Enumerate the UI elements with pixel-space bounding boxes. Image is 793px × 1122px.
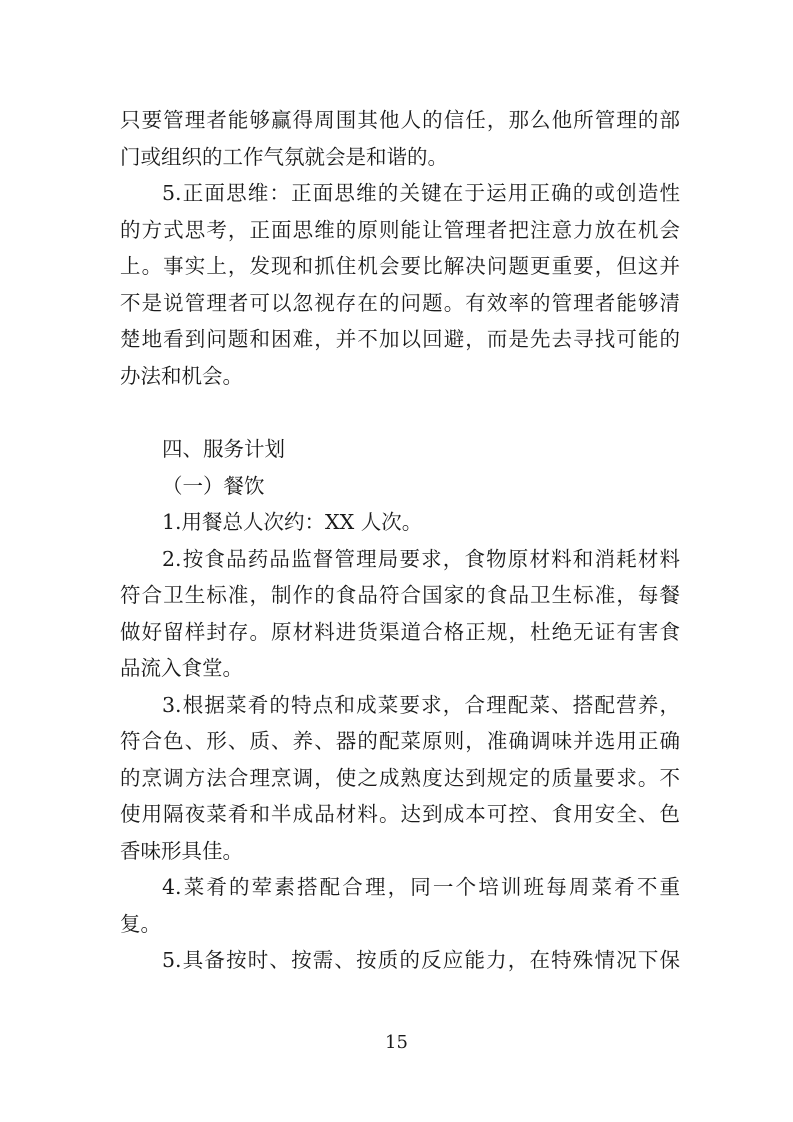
text-line: 品流入食堂。 (120, 656, 243, 680)
text-line: 香味形具佳。 (120, 839, 243, 863)
page-number: 15 (385, 1032, 408, 1053)
text-line: 不是说管理者可以忽视存在的问题。有效率的管理者能够清 (120, 291, 680, 315)
text-line: 4.菜肴的荤素搭配合理，同一个培训班每周菜肴不重 (162, 875, 680, 899)
text-line: 5.正面思维：正面思维的关键在于运用正确的或创造性 (162, 181, 680, 205)
text-line: 做好留样封存。原材料进货渠道合格正规，杜绝无证有害食 (120, 620, 680, 644)
text-line: 3.根据菜肴的特点和成菜要求，合理配菜、搭配营养， (162, 693, 680, 717)
subsection-heading: （一）餐饮 (162, 474, 265, 498)
text-line: 上。事实上，发现和抓住机会要比解决问题更重要，但这并 (120, 254, 680, 278)
text-line: 符合色、形、质、养、器的配菜原则，准确调味并选用正确 (120, 729, 680, 753)
text-line: 门或组织的工作气氛就会是和谐的。 (120, 145, 448, 169)
text-line: 办法和机会。 (120, 364, 243, 388)
text-line: 的烹调方法合理烹调，使之成熟度达到规定的质量要求。不 (120, 766, 680, 790)
text-line: 的方式思考，正面思维的原则能让管理者把注意力放在机会 (120, 218, 680, 242)
text-line: 只要管理者能够赢得周围其他人的信任，那么他所管理的部 (120, 108, 680, 132)
text-line: 复。 (120, 912, 161, 936)
text-line: 5.具备按时、按需、按质的反应能力，在特殊情况下保 (162, 948, 680, 972)
text-line: 使用隔夜菜肴和半成品材料。达到成本可控、食用安全、色 (120, 802, 680, 826)
text-line: 2.按食品药品监督管理局要求，食物原材料和消耗材料 (162, 547, 680, 571)
text-line: 1.用餐总人次约：XX 人次。 (162, 510, 423, 534)
text-line: 楚地看到问题和困难，并不加以回避，而是先去寻找可能的 (120, 327, 680, 351)
section-heading: 四、服务计划 (162, 437, 285, 461)
text-line: 符合卫生标准，制作的食品符合国家的食品卫生标准，每餐 (120, 583, 680, 607)
